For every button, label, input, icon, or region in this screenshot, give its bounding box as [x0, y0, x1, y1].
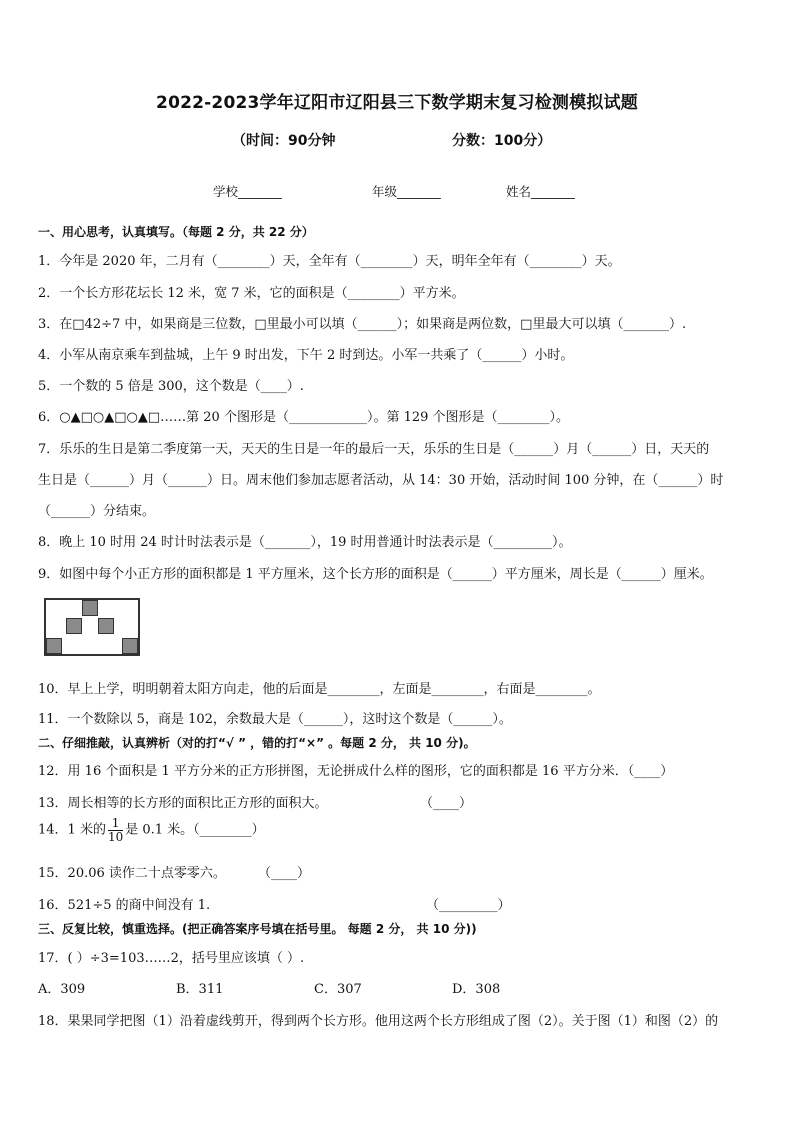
question-11: 11．一个数除以 5，商是 102，余数最大是（______），这时这个数是（______）。 — [38, 712, 512, 727]
question-17: 17．( ）÷3=103……2，括号里应该填（ ）. — [38, 951, 305, 966]
grade-field: 年级_______ — [372, 184, 441, 199]
question-10: 10．早上上学，明明朝着太阳方向走，他的后面是________，左面是________，右面是________。 — [38, 682, 601, 697]
question-13: 13．周长相等的长方形的面积比正方形的面积大。 — [38, 796, 328, 811]
section-2-heading: 二、仔细推敲，认真辨析（对的打“√ ” ，错的打“×” 。每题 2 分， 共 10 分)。 — [38, 736, 476, 750]
question-14-end: 是 0.1 米。（________） — [125, 822, 265, 838]
question-7-line-1: 7．乐乐的生日是第二季度第一天，天天的生日是一年的最后一天，乐乐的生日是（______）月（______）日，天天的 — [38, 442, 710, 457]
question-15: 15．20.06 读作二十点零零六。 — [38, 866, 226, 881]
question-6: 6．○▲□○▲□○▲□……第 20 个图形是（____________）。第 129 个图形是（________）。 — [38, 410, 570, 425]
question-4: 4．小军从南京乘车到盐城，上午 9 时出发，下午 2 时到达。小军一共乘了（______）小时。 — [38, 348, 574, 363]
question-12: 12．用 16 个面积是 1 平方分米的正方形拼图，无论拼成什么样的图形，它的面积都是 16 平方分米．（____） — [38, 764, 674, 779]
exam-time: （时间：90分钟 — [232, 133, 336, 149]
question-9: 9．如图中每个小正方形的面积都是 1 平方厘米，这个长方形的面积是（______）平方厘米，周长是（______）厘米。 — [38, 567, 713, 582]
square-grid-figure — [44, 598, 140, 656]
grid-square — [46, 638, 62, 654]
grid-square — [66, 618, 82, 634]
name-field: 姓名_______ — [506, 184, 575, 199]
school-field: 学校_______ — [213, 184, 282, 199]
question-14-start: 14．1 米的 — [38, 822, 106, 838]
question-17-option-c: C．307 — [314, 982, 362, 997]
exam-score: 分数：100分） — [452, 133, 552, 149]
question-14 — [38, 817, 265, 843]
grid-square — [122, 638, 138, 654]
fraction-numerator: 1 — [108, 817, 123, 831]
grid-square — [82, 600, 98, 616]
question-15-answer: （____） — [258, 866, 311, 881]
question-1: 1．今年是 2020 年，二月有（________）天，全年有（________）天，明年全年有（________）天。 — [38, 254, 621, 269]
question-2: 2．一个长方形花坛长 12 米，宽 7 米，它的面积是（________）平方米。 — [38, 286, 465, 301]
fraction-denominator: 10 — [107, 829, 124, 844]
question-17-option-d: D．308 — [452, 982, 501, 997]
question-7-line-2: 生日是（______）月（______）日。周末他们参加志愿者活动，从 14：30 开始，活动时间 100 分钟，在（______）时 — [38, 473, 724, 488]
question-18: 18．果果同学把图（1）沿着虚线剪开，得到两个长方形。他用这两个长方形组成了图（2）。关于图（1）和图（2）的 — [38, 1014, 719, 1029]
question-17-option-a: A．309 — [38, 982, 86, 997]
question-5: 5．一个数的 5 倍是 300，这个数是（____）. — [38, 379, 304, 394]
question-3: 3．在□42÷7 中，如果商是三位数，□里最小可以填（______）；如果商是两位数，□里最大可以填（_______）. — [38, 317, 687, 332]
section-1-heading: 一、用心思考，认真填写。（每题 2 分，共 22 分） — [38, 225, 314, 239]
question-16: 16．521÷5 的商中间没有 1. — [38, 898, 211, 913]
fraction — [108, 817, 123, 843]
page-title: 2022-2023学年辽阳市辽阳县三下数学期末复习检测模拟试题 — [156, 93, 638, 113]
question-16-answer: （_________） — [426, 898, 511, 913]
question-13-answer: （____） — [420, 796, 473, 811]
question-7-line-3: （______）分结束。 — [38, 504, 156, 519]
grid-square — [98, 618, 114, 634]
section-3-heading: 三、反复比较，慎重选择。(把正确答案序号填在括号里。 每题 2 分， 共 10 分)) — [38, 922, 477, 936]
question-17-option-b: B．311 — [176, 982, 224, 997]
question-8: 8．晚上 10 时用 24 时计时法表示是（_______），19 时用普通计时法表示是（_________）。 — [38, 535, 572, 550]
